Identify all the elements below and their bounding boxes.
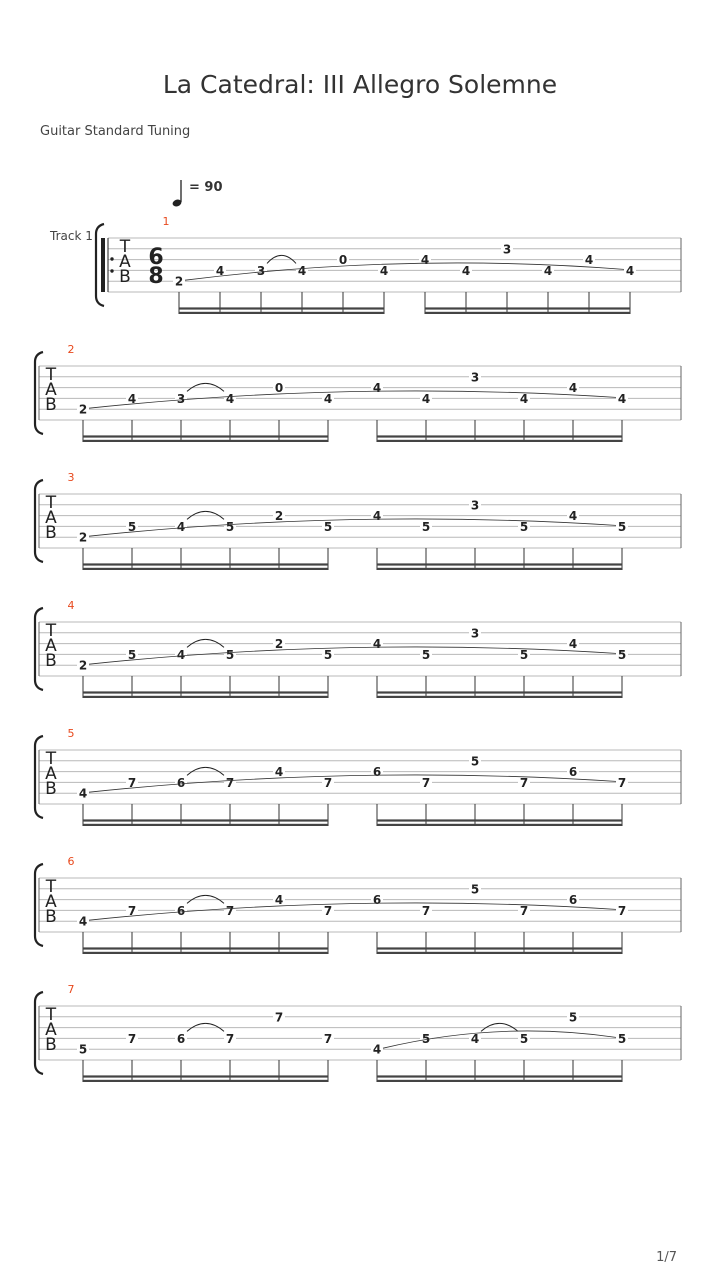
fret-number: 5 [323, 647, 333, 662]
fret-number: 4 [274, 765, 284, 780]
beam [377, 440, 622, 442]
repeat-start-thick-bar [101, 238, 105, 292]
tab-clef-letter: T [45, 877, 57, 897]
repeat-dot [110, 269, 113, 272]
fret-number: 4 [297, 263, 307, 278]
fret-number: 6 [568, 893, 578, 908]
tab-clef-letter: A [119, 252, 131, 272]
fret-number: 4 [421, 391, 431, 406]
fret-number: 4 [617, 391, 627, 406]
fret-number: 4 [568, 381, 578, 396]
staff-system [35, 727, 681, 826]
fret-number: 2 [274, 637, 284, 652]
beam [83, 947, 328, 949]
fret-number: 7 [225, 1031, 235, 1046]
fret-number: 4 [420, 253, 430, 268]
fret-number: 3 [470, 370, 480, 385]
measure-number: 6 [67, 855, 75, 868]
fret-number: 5 [617, 519, 627, 534]
measure-number: 7 [67, 983, 75, 996]
fret-number: 4 [372, 509, 382, 524]
fret-number: 7 [274, 1010, 284, 1025]
beam [83, 952, 328, 954]
fret-number: 7 [617, 903, 627, 918]
fret-number: 7 [323, 775, 333, 790]
fret-number: 3 [470, 498, 480, 513]
fret-number: 4 [461, 263, 471, 278]
beam [377, 952, 622, 954]
staff-system [35, 471, 681, 570]
fret-number: 4 [225, 391, 235, 406]
fret-number: 5 [421, 647, 431, 662]
fret-number: 7 [519, 775, 529, 790]
fret-number: 3 [502, 242, 512, 257]
fret-number: 6 [176, 903, 186, 918]
fret-number: 2 [78, 658, 88, 673]
measure-number: 3 [67, 471, 75, 484]
fret-number: 5 [568, 1010, 578, 1025]
beam [83, 819, 328, 821]
tab-clef-letter: A [45, 1020, 57, 1040]
beam [377, 947, 622, 949]
staff-system [35, 343, 681, 442]
staff-system [96, 215, 681, 314]
phrase-curve [89, 903, 616, 920]
fret-number: 3 [256, 263, 266, 278]
fret-number: 4 [78, 786, 88, 801]
fret-number: 5 [78, 1042, 88, 1057]
fret-number: 4 [584, 253, 594, 268]
fret-number: 4 [543, 263, 553, 278]
beam [377, 568, 622, 570]
fret-number: 5 [127, 647, 137, 662]
fret-number: 7 [519, 903, 529, 918]
fret-number: 7 [421, 903, 431, 918]
repeat-dot [110, 257, 113, 260]
fret-number: 4 [78, 914, 88, 929]
beam [83, 691, 328, 693]
fret-number: 7 [617, 775, 627, 790]
fret-number: 4 [176, 519, 186, 534]
phrase-curve [89, 647, 616, 664]
fret-number: 4 [372, 1042, 382, 1057]
fret-number: 5 [225, 647, 235, 662]
fret-number: 4 [625, 263, 635, 278]
beam [377, 1075, 622, 1077]
fret-number: 5 [519, 647, 529, 662]
beam [83, 1080, 328, 1082]
measure-number: 4 [67, 599, 75, 612]
fret-number: 4 [127, 391, 137, 406]
tab-clef-letter: B [45, 779, 57, 799]
beam [179, 307, 384, 309]
fret-number: 7 [323, 903, 333, 918]
tuning-label: Guitar Standard Tuning [40, 124, 191, 139]
score-title: La Catedral: III Allegro Solemne [162, 70, 558, 99]
fret-number: 4 [379, 263, 389, 278]
fret-number: 2 [78, 402, 88, 417]
fret-number: 2 [78, 530, 88, 545]
tab-clef-letter: T [45, 493, 57, 513]
phrase-curve [89, 519, 616, 536]
fret-number: 5 [421, 519, 431, 534]
tab-clef-letter: A [45, 380, 57, 400]
tab-clef-letter: T [45, 365, 57, 385]
tab-clef-letter: B [45, 907, 57, 927]
tab-clef-letter: T [45, 749, 57, 769]
beam [83, 696, 328, 698]
fret-number: 0 [274, 381, 284, 396]
fret-number: 7 [421, 775, 431, 790]
fret-number: 5 [617, 1031, 627, 1046]
tab-clef-letter: T [119, 237, 131, 257]
tab-clef-letter: T [45, 621, 57, 641]
measure-number: 5 [67, 727, 75, 740]
fret-number: 4 [372, 381, 382, 396]
fret-number: 5 [519, 519, 529, 534]
tab-clef-letter: A [45, 892, 57, 912]
fret-number: 3 [470, 626, 480, 641]
staff-system [35, 855, 681, 954]
fret-number: 6 [568, 765, 578, 780]
beam [83, 435, 328, 437]
tab-clef-letter: B [45, 523, 57, 543]
tab-clef-letter: T [45, 1005, 57, 1025]
fret-number: 4 [568, 509, 578, 524]
phrase-curve [383, 1031, 616, 1048]
beam [377, 696, 622, 698]
fret-number: 5 [470, 754, 480, 769]
fret-number: 5 [323, 519, 333, 534]
beam [425, 312, 630, 314]
page-number: 1/7 [656, 1250, 677, 1265]
fret-number: 4 [519, 391, 529, 406]
fret-number: 2 [174, 274, 184, 289]
measure-number: 2 [67, 343, 75, 356]
phrase-curve [89, 775, 616, 792]
fret-number: 5 [617, 647, 627, 662]
beam [377, 691, 622, 693]
time-signature-denominator: 8 [148, 264, 164, 289]
beam [83, 563, 328, 565]
fret-number: 7 [225, 903, 235, 918]
fret-number: 4 [274, 893, 284, 908]
track-name: Track 1 [50, 229, 93, 243]
fret-number: 6 [176, 1031, 186, 1046]
staff-system [35, 983, 681, 1082]
fret-number: 0 [338, 253, 348, 268]
tab-clef-letter: B [45, 395, 57, 415]
fret-number: 2 [274, 509, 284, 524]
beam [83, 1075, 328, 1077]
fret-number: 7 [323, 1031, 333, 1046]
fret-number: 5 [421, 1031, 431, 1046]
fret-number: 7 [225, 775, 235, 790]
measure-number: 1 [162, 215, 170, 228]
beam [377, 824, 622, 826]
fret-number: 7 [127, 775, 137, 790]
fret-number: 5 [470, 882, 480, 897]
fret-number: 5 [127, 519, 137, 534]
fret-number: 4 [176, 647, 186, 662]
fret-number: 5 [519, 1031, 529, 1046]
tab-clef-letter: A [45, 636, 57, 656]
tab-clef-letter: A [45, 508, 57, 528]
beam [377, 435, 622, 437]
phrase-curve [89, 391, 616, 408]
fret-number: 7 [127, 1031, 137, 1046]
fret-number: 6 [372, 765, 382, 780]
fret-number: 4 [470, 1031, 480, 1046]
beam [377, 1080, 622, 1082]
staff-system [35, 599, 681, 698]
fret-number: 6 [372, 893, 382, 908]
fret-number: 4 [568, 637, 578, 652]
beam [179, 312, 384, 314]
beam [377, 819, 622, 821]
beam [83, 440, 328, 442]
tab-clef-letter: B [119, 267, 131, 287]
beam [83, 824, 328, 826]
fret-number: 7 [127, 903, 137, 918]
fret-number: 4 [323, 391, 333, 406]
tab-clef-letter: B [45, 651, 57, 671]
fret-number: 4 [215, 263, 225, 278]
beam [83, 568, 328, 570]
fret-number: 3 [176, 391, 186, 406]
tab-clef-letter: A [45, 764, 57, 784]
beam [425, 307, 630, 309]
fret-number: 6 [176, 775, 186, 790]
time-signature-numerator: 6 [148, 245, 164, 270]
fret-number: 5 [225, 519, 235, 534]
phrase-curve [185, 263, 624, 280]
tempo-marking: = 90 [189, 180, 223, 195]
beam [377, 563, 622, 565]
tab-clef-letter: B [45, 1035, 57, 1055]
fret-number: 4 [372, 637, 382, 652]
